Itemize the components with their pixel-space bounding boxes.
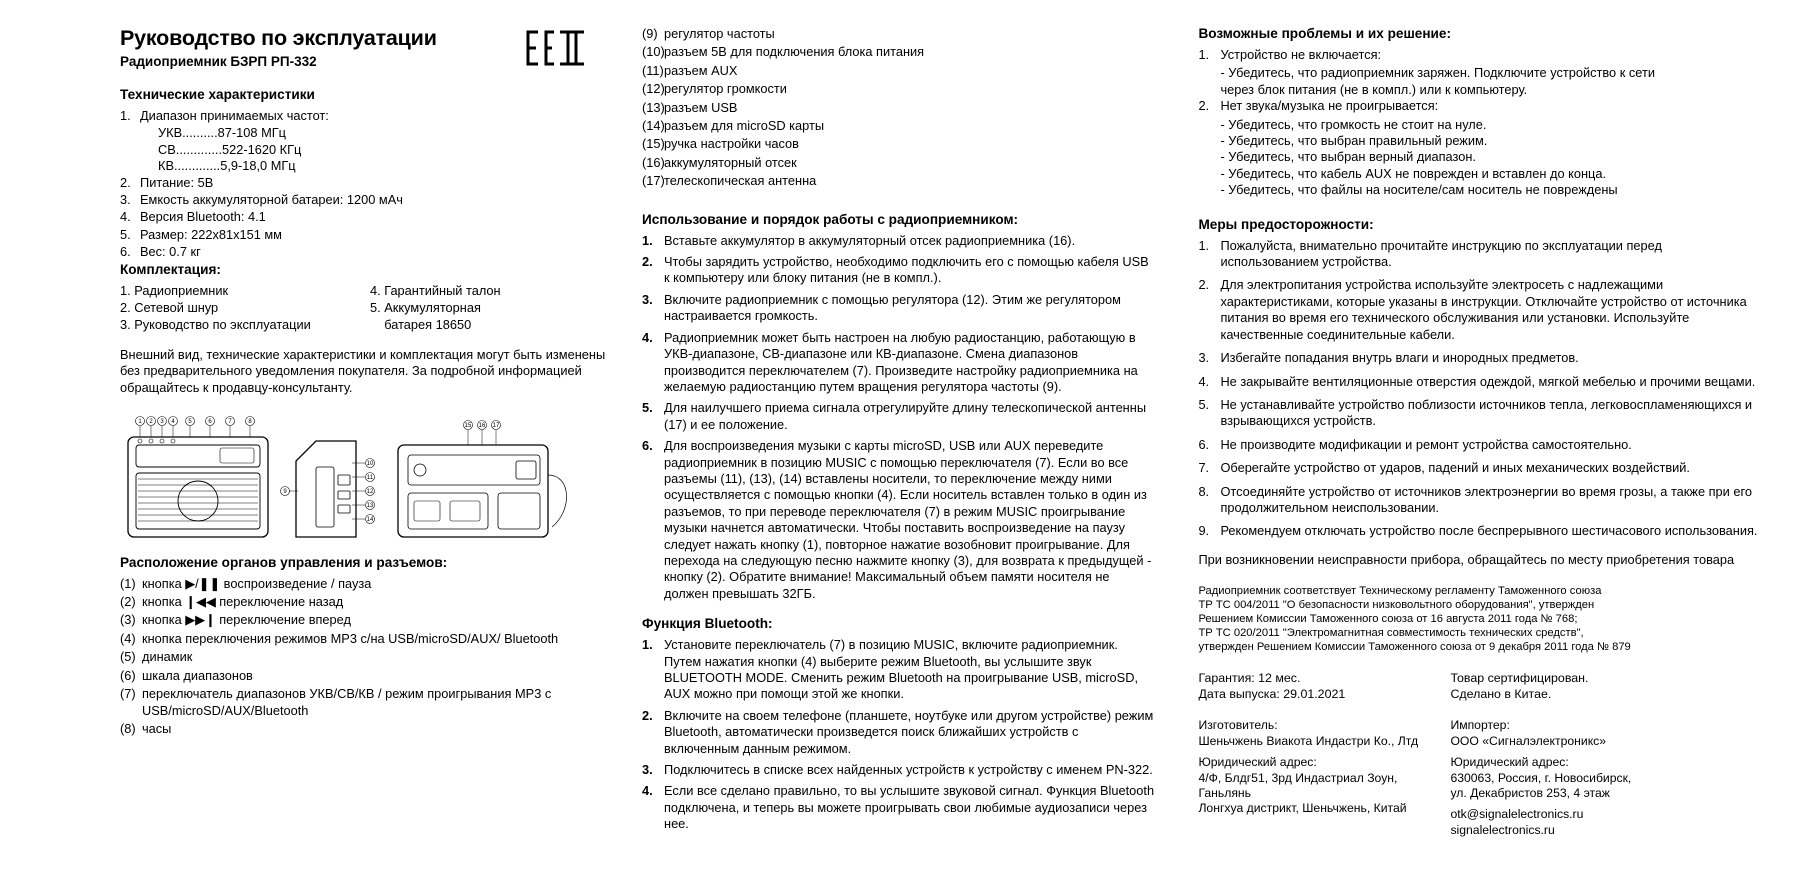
controls-list	[120, 576, 612, 738]
left-column	[30, 26, 630, 863]
usage-heading: Использование и порядок работы с радиоприемником:	[642, 211, 1019, 227]
importer-address-line: ул. Декабристов 253, 4 этаж	[1450, 785, 1610, 800]
list-item: 2. Сетевой шнур	[120, 300, 219, 316]
list-number: 2.	[120, 174, 131, 190]
list-item: (8) часы	[120, 720, 172, 736]
bluetooth-list	[642, 637, 1156, 832]
warranty-period: Гарантия: 12 мес.	[1198, 671, 1301, 686]
list-item: 4. Если все сделано правильно, то вы услышите звуковой сигнал. Функция Bluetooth подключена, и теперь вы можете проигрывать свои любимые аудиозаписи через нее.	[642, 783, 1155, 832]
list-number: 5.	[120, 226, 131, 242]
list-item: 6. Для воспроизведения музыки с карты microSD, USB или AUX переведите радиоприемник в позицию MUSIC с помощью переключателя (7). Если во все разъемы (11), (13), (14) вставлены носители, то переключение между ними осуществляется с помощью кнопки (4). Если носитель вставлен только в один из разъемов, то при переводе переключателя (7) в режим MUSIC проигрывание музыки начнется автоматически. Чтобы поставить воспроизведение на паузу следует нажать кнопку (1), повторное нажатие возобновит проигрывание. Для перехода на следующую песню нажмите кнопку (3), для возврата к предыдущей - кнопку (2). Обратите внимание! Максимальный объем памяти носителя не должен превышать 32ГБ.	[642, 438, 1152, 601]
right-column	[1180, 26, 1770, 863]
list-item: (12) регулятор громкости	[642, 81, 787, 97]
list-text: Диапазон принимаемых частот:	[140, 108, 329, 123]
svg-text:3: 3	[160, 418, 164, 425]
list-text: Вес: 0.7 кг	[140, 244, 201, 260]
list-item: 1. Пожалуйста, внимательно прочитайте инструкцию по эксплуатации перед использованием устройства.	[1198, 237, 1662, 270]
list-number: 3.	[120, 192, 131, 208]
specs-heading: Технические характеристики	[120, 87, 315, 102]
kit-list	[120, 283, 612, 335]
certification-line: ТР ТС 004/2011 "О безопасности низковольтного оборудования", утвержден	[1198, 599, 1595, 612]
importer-name: ООО «Сигналэлектроникс»	[1450, 733, 1607, 748]
svg-text:17: 17	[492, 422, 500, 429]
list-item: (13) разъем USB	[642, 99, 738, 115]
list-item: (16) аккумуляторный отсек	[642, 154, 797, 170]
manufacturer-block	[1198, 718, 1450, 838]
svg-text:2: 2	[149, 418, 153, 425]
manufacturer-address-line: 4/Ф, Блдг51, 3рд Индастриал Зоун, Ганьлянь	[1198, 770, 1398, 800]
manufacturer-name: Шеньчжень Виакота Индастри Ко., Лтд	[1198, 733, 1419, 748]
safety-heading: Меры предосторожности:	[1198, 216, 1374, 232]
list-item	[120, 209, 612, 225]
svg-text:4: 4	[171, 418, 175, 425]
controls-heading: Расположение органов управления и разъемов:	[120, 554, 448, 570]
bluetooth-heading: Функция Bluetooth:	[642, 616, 773, 632]
band-mw: СВ.............522-1620 КГц	[158, 141, 302, 157]
list-item: 5. Для наилучшего приема сигнала отрегулируйте длину телескопической антенны (17) и ее положение.	[642, 400, 1147, 432]
kit-heading: Комплектация:	[120, 261, 221, 277]
controls-list-continued	[642, 26, 1156, 190]
band-sw: КВ.............5,9-18,0 МГц	[158, 158, 296, 174]
list-item	[120, 227, 612, 243]
kit-column-1	[120, 283, 370, 335]
warranty-right	[1450, 670, 1760, 702]
problem-solution: - Убедитесь, что кабель AUX не поврежден и вставлен до конца.	[1220, 165, 1607, 181]
list-item: 4. Радиоприемник может быть настроен на любую радиостанцию, работающую в УКВ-диапазоне, СВ-диапазоне или КВ-диапазоне. Смена диапазонов производится переключателем (7). Произведите настройку радиоприемника на желаемую радиостанцию путем вращения регулятора частоты (9).	[642, 329, 1138, 394]
list-item: (3) кнопка ▶▶❙ переключение вперед	[120, 612, 351, 628]
list-item: 2. Нет звука/музыка не проигрывается:	[1198, 98, 1439, 114]
list-item: 2. Включите на своем телефоне (планшете, ноутбуке или другом устройстве) режим Bluetooth, автоматически произведется поиск ближайших устройств с включенным данным режимом.	[642, 707, 1154, 756]
list-item: 3. Избегайте попадания внутрь влаги и инородных предметов.	[1198, 350, 1579, 366]
specs-list	[120, 108, 612, 261]
list-item: (2) кнопка ❙◀◀ переключение назад	[120, 594, 344, 610]
manufacturer-address-label: Юридический адрес:	[1198, 755, 1317, 770]
page-title: Руководство по эксплуатации	[120, 26, 437, 50]
importer-address-label: Юридический адрес:	[1450, 755, 1569, 770]
importer-email[interactable]: otk@signalelectronics.ru	[1450, 807, 1584, 822]
list-item: (1) кнопка ▶/❚❚ воспроизведение / пауза	[120, 575, 372, 591]
certification-line: Радиоприемник соответствует Техническому регламенту Таможенного союза	[1198, 585, 1602, 598]
svg-text:14: 14	[366, 516, 374, 523]
problem-solution: через блок питания (не в компл.) или к компьютеру.	[1220, 81, 1528, 97]
list-item: (17) телескопическая антенна	[642, 173, 817, 189]
header	[120, 26, 612, 87]
list-item: (15) ручка настройки часов	[642, 136, 799, 152]
list-item: (6) шкала диапазонов	[120, 667, 253, 683]
problems-list	[1198, 47, 1760, 199]
list-item	[120, 108, 612, 124]
list-item: (14) разъем для microSD карты	[642, 118, 825, 134]
manufacturer-label: Изготовитель:	[1198, 718, 1278, 733]
list-item: (4) кнопка переключения режимов MP3 с/на USB/microSD/AUX/ Bluetooth	[120, 630, 559, 646]
certification-block	[1198, 584, 1760, 654]
warranty-left	[1198, 670, 1450, 702]
list-item: 5. Аккумуляторная	[370, 300, 481, 316]
list-item: 3. Подключитесь в списке всех найденных устройств к устройству с именем PN-322.	[642, 762, 1153, 778]
problem-solution: - Убедитесь, что выбран правильный режим.	[1220, 133, 1488, 149]
svg-text:8: 8	[248, 418, 252, 425]
importer-block	[1450, 718, 1760, 838]
list-item: 1. Установите переключатель (7) в позицию MUSIC, включите радиоприемник. Путем нажатия кнопки (4) выберите режим Bluetooth, вы услышите звук BLUETOOTH MODE. Сменить режим Bluetooth на проигрывание USB, microSD, AUX можно при помощи этой же кнопки.	[642, 637, 1139, 702]
svg-text:6: 6	[208, 418, 212, 425]
header-text	[120, 26, 437, 87]
manufacturer-address-line: Лонгхуа дистрикт, Шеньчжень, Китай	[1198, 801, 1407, 816]
svg-text:7: 7	[228, 418, 232, 425]
list-item: (5) динамик	[120, 649, 193, 665]
problem-solution: - Убедитесь, что радиоприемник заряжен. Подключите устройство к сети	[1220, 65, 1655, 81]
list-item	[120, 244, 612, 260]
safety-list	[1198, 238, 1760, 540]
certified-label: Товар сертифицирован.	[1450, 671, 1589, 686]
svg-text:9: 9	[283, 488, 287, 495]
problems-heading: Возможные проблемы и их решение:	[1198, 26, 1451, 41]
certification-line: утвержден Решением Комиссии Таможенного союза от 9 декабря 2011 года № 879	[1198, 641, 1631, 654]
list-text: Размер: 222x81x151 мм	[140, 226, 282, 242]
middle-column	[630, 26, 1180, 863]
problem-solution: - Убедитесь, что выбран верный диапазон.	[1220, 149, 1476, 165]
product-diagram	[120, 415, 630, 555]
list-number: 6.	[120, 244, 131, 260]
list-item: 1. Радиоприемник	[120, 282, 229, 298]
addresses-block	[1198, 718, 1760, 838]
list-item: (7) переключатель диапазонов УКВ/СВ/КВ / режим проигрывания MP3 с USB/microSD/AUX/Bluetooth	[120, 686, 552, 718]
problem-solution: - Убедитесь, что громкость не стоит на нуле.	[1220, 116, 1487, 132]
page-subtitle: Радиоприемник БЗРП РП-332	[120, 54, 317, 69]
list-item: 7. Оберегайте устройство от ударов, падений и иных механических воздействий.	[1198, 460, 1690, 476]
warranty-block	[1198, 670, 1760, 702]
svg-text:10: 10	[366, 460, 374, 467]
band-fm: УКВ..........87-108 МГц	[158, 125, 286, 141]
list-item: 1. Вставьте аккумулятор в аккумуляторный отсек радиоприемника (16).	[642, 232, 1076, 248]
svg-text:11: 11	[366, 474, 374, 481]
list-item: 4. Не закрывайте вентиляционные отверстия одеждой, мягкой мебелью и прочими вещами.	[1198, 373, 1756, 389]
list-item: 5. Не устанавливайте устройство поблизости источников тепла, легковоспламеняющихся и взрывающихся устройств.	[1198, 396, 1753, 429]
importer-address-line: 630063, Россия, г. Новосибирск,	[1450, 770, 1632, 785]
list-item: 6. Не производите модификации и ремонт устройства самостоятельно.	[1198, 436, 1632, 452]
list-item	[120, 192, 612, 208]
list-text: Версия Bluetooth: 4.1	[140, 209, 266, 225]
production-date: Дата выпуска: 29.01.2021	[1198, 687, 1346, 702]
list-item: 2. Чтобы зарядить устройство, необходимо подключить его с помощью кабеля USB к компьютеру или блоку питания (не в компл.).	[642, 254, 1149, 286]
list-text: Питание: 5В	[140, 174, 214, 190]
certification-line: Решением Комиссии Таможенного союза от 16 августа 2011 года № 768;	[1198, 613, 1578, 626]
list-item	[120, 175, 612, 191]
list-number: 4.	[120, 209, 131, 225]
list-item: (10) разъем 5В для подключения блока питания	[642, 44, 925, 60]
list-item: 9. Рекомендуем отключать устройство после беспрерывного шестичасового использования.	[1198, 523, 1758, 539]
kit-note: Внешний вид, технические характеристики и комплектация могут быть изменены без предварительного уведомления покупателя. За подробной информацией обращайтесь к продавцу-консультанту.	[120, 346, 606, 396]
list-item: 1. Устройство не включается:	[1198, 47, 1382, 62]
list-item: 3. Включите радиоприемник с помощью регулятора (12). Этим же регулятором настраивается громкость.	[642, 291, 1121, 324]
usage-list	[642, 233, 1156, 603]
svg-text:13: 13	[366, 502, 374, 509]
list-item: 3. Руководство по эксплуатации	[120, 317, 311, 333]
svg-text:5: 5	[188, 418, 192, 425]
svg-text:12: 12	[366, 488, 374, 495]
problem-solution: - Убедитесь, что файлы на носителе/сам носитель не повреждены	[1220, 182, 1618, 198]
svg-text:15: 15	[464, 422, 472, 429]
list-item: батарея 18650	[370, 317, 472, 333]
importer-label: Импортер:	[1450, 718, 1510, 733]
eac-mark-icon	[524, 28, 586, 68]
service-note: При возникновении неисправности прибора, обращайтесь по месту приобретения товара	[1198, 551, 1735, 567]
importer-website[interactable]: signalelectronics.ru	[1450, 822, 1555, 837]
list-item: 8. Отсоединяйте устройство от источников электроэнергии во время грозы, а также при его продолжительном неиспользовании.	[1198, 483, 1752, 515]
kit-column-2	[370, 283, 612, 335]
list-item: (9) регулятор частоты	[642, 26, 775, 41]
list-item: 4. Гарантийный талон	[370, 282, 501, 298]
svg-text:16: 16	[478, 422, 486, 429]
certification-line: ТР ТС 020/2011 "Электромагнитная совместимость технических средств",	[1198, 627, 1584, 640]
list-item: (11) разъем AUX	[642, 62, 738, 78]
list-text: Емкость аккумуляторной батареи: 1200 мАч	[140, 192, 403, 208]
list-item: 2. Для электропитания устройства используйте электросеть с надлежащими характеристиками, которые указаны в инструкции. Отключайте устройство от источника питания во время его технического обслуживания или установки. Используйте качественные соединительные кабели.	[1198, 277, 1747, 342]
list-number: 1.	[120, 108, 131, 123]
svg-text:1: 1	[138, 418, 142, 425]
made-in-label: Сделано в Китае.	[1450, 687, 1552, 702]
